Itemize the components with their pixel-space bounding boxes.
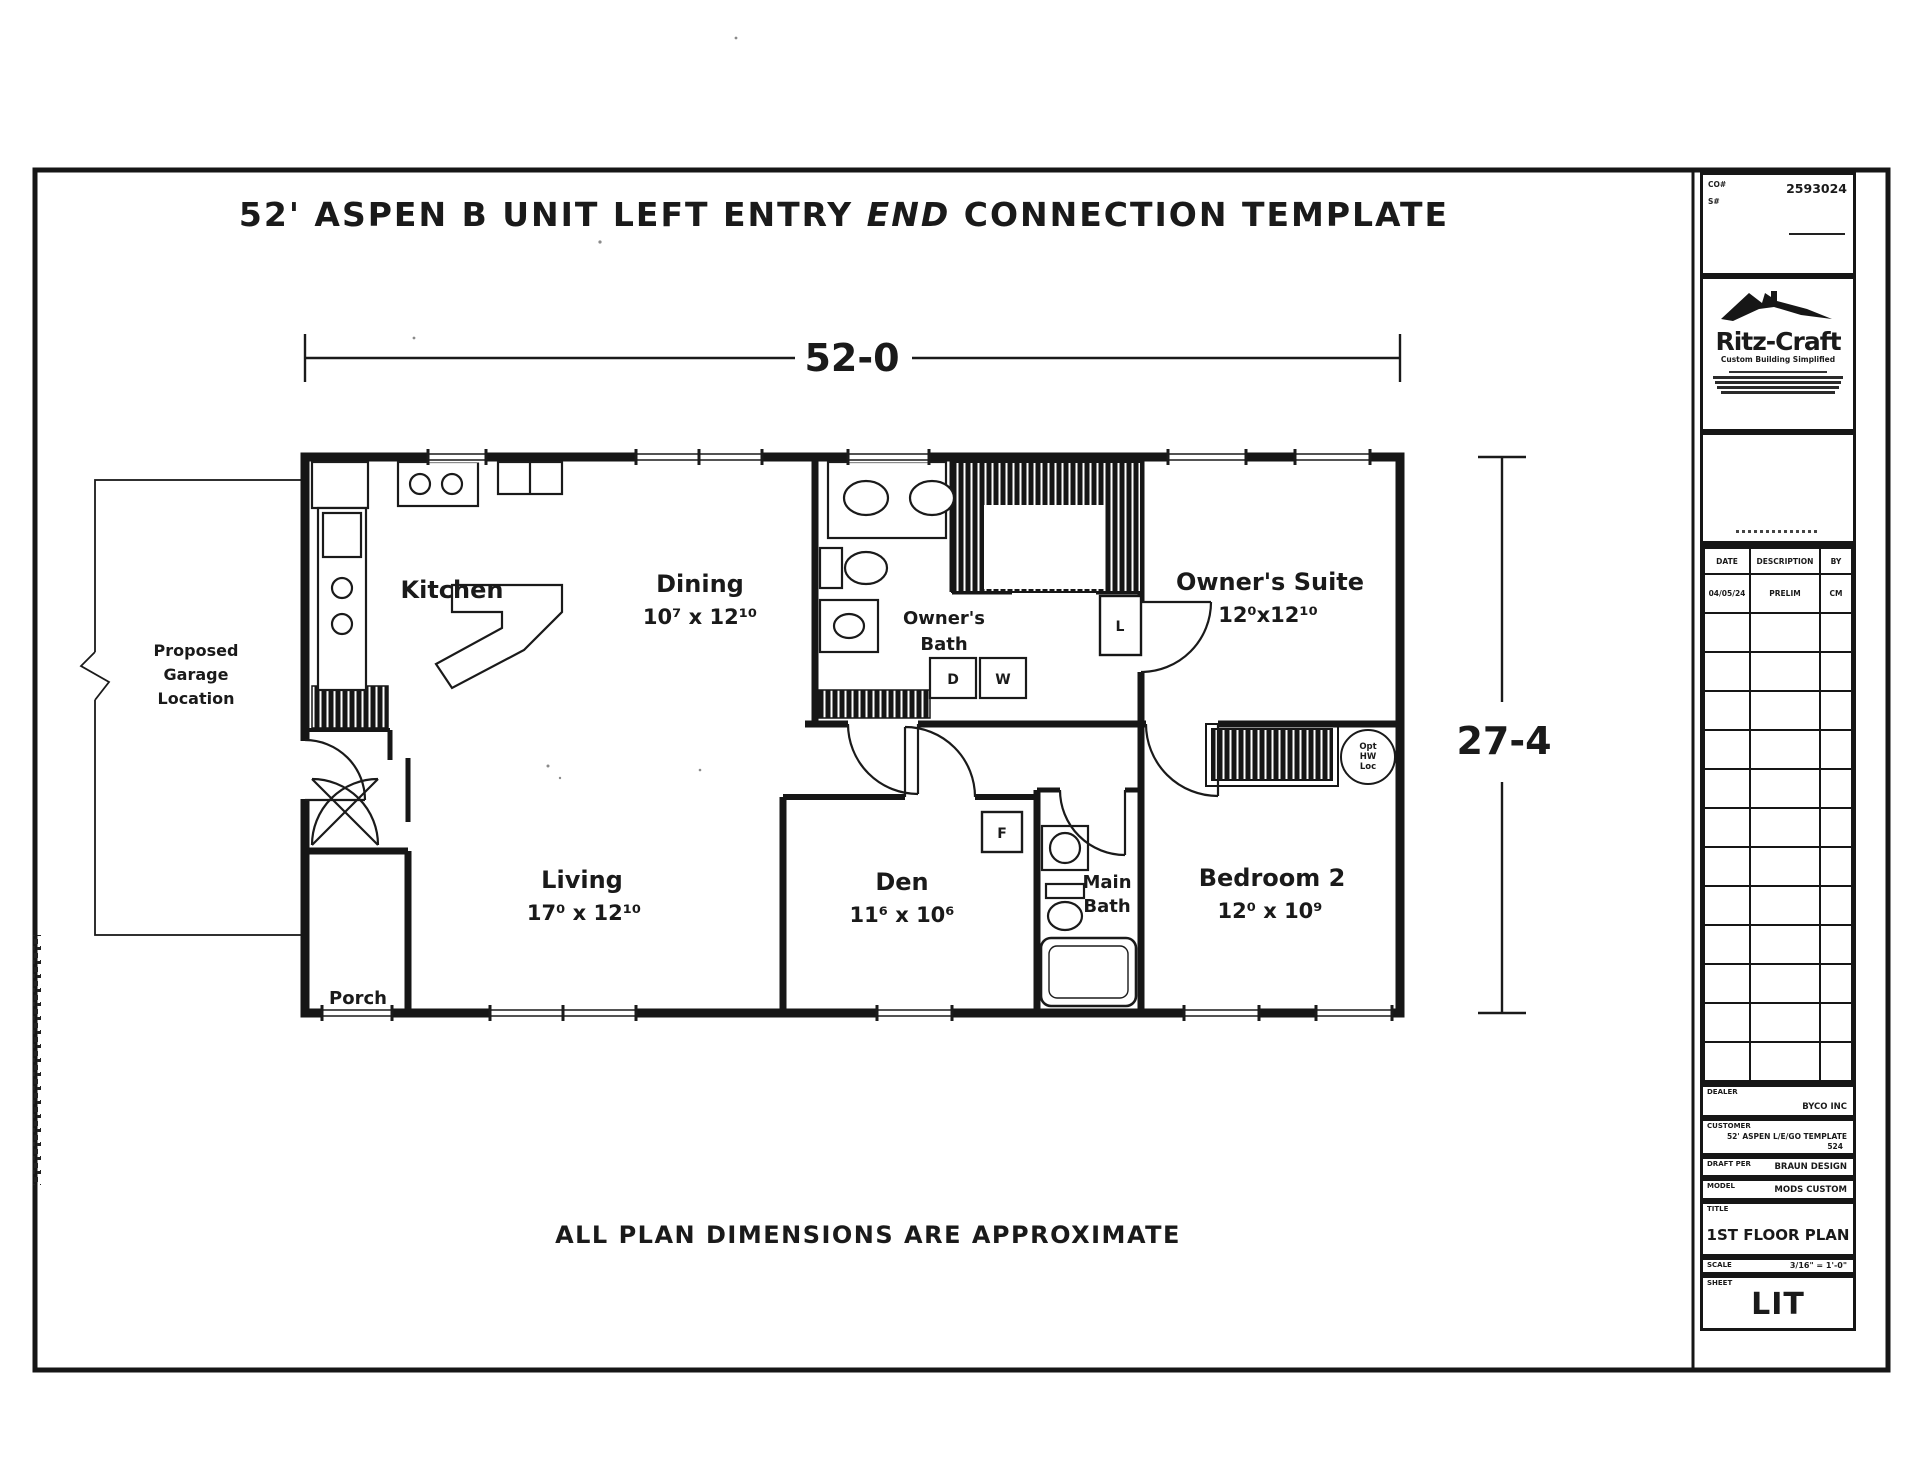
sheet-box — [1700, 1275, 1856, 1331]
walk-in-closet-hatch — [952, 462, 1141, 592]
rev-header-description: DESCRIPTION — [1750, 548, 1820, 574]
revision-row-empty — [1704, 1042, 1852, 1081]
revision-row-empty — [1704, 652, 1852, 691]
den-size: 11⁶ x 10⁶ — [849, 903, 955, 927]
signature-line — [1789, 233, 1845, 235]
garage-label — [154, 641, 239, 708]
fine-print — [1713, 376, 1843, 379]
svg-text:Proposed: Proposed — [153, 641, 239, 660]
washer-label: W — [995, 672, 1011, 688]
revision-rows — [1704, 574, 1852, 613]
ritz-craft-roof-icon — [1719, 285, 1837, 327]
fine-print — [1715, 381, 1841, 384]
furnace-label: F — [997, 826, 1007, 842]
scale-label: SCALE — [1707, 1261, 1732, 1269]
svg-text:Garage: Garage — [163, 665, 229, 684]
brand-name: Ritz-Craft — [1715, 327, 1841, 356]
revision-row-empty — [1704, 847, 1852, 886]
main-bath-label-2: Bath — [1083, 896, 1131, 917]
stove-burner — [410, 474, 430, 494]
sheet-border — [35, 170, 1888, 1370]
left-margin-noise — [33, 935, 41, 1185]
scale-box — [1700, 1257, 1856, 1275]
revision-row-empty — [1704, 613, 1852, 652]
svg-text:Loc: Loc — [1359, 762, 1377, 772]
s-label: S# — [1708, 197, 1720, 206]
web-address-line — [1729, 371, 1827, 373]
draft-per-value: BRAUN DESIGN — [1774, 1162, 1847, 1172]
customer-label: CUSTOMER — [1707, 1122, 1751, 1130]
door-swings — [305, 602, 1218, 855]
logo-box — [1700, 276, 1856, 432]
dealer-value: BYCO INC — [1802, 1102, 1847, 1112]
toilet-bowl — [1048, 902, 1082, 930]
porch-label: Porch — [329, 988, 387, 1009]
owners-bath-label-1: Owner's — [902, 608, 986, 629]
dining-label: Dining — [656, 570, 744, 598]
brand-tagline: Custom Building Simplified — [1720, 355, 1836, 364]
drawing-title: 52' ASPEN B UNIT LEFT ENTRY END CONNECTION TEMPLATE — [238, 195, 1450, 234]
model-value: MODS CUSTOM — [1774, 1185, 1847, 1195]
toilet-tank — [1046, 884, 1084, 898]
bedroom-closet-hatch — [1212, 729, 1332, 780]
drawing-title-box — [1700, 1201, 1856, 1257]
drawing-title-value: 1ST FLOOR PLAN — [1706, 1226, 1850, 1244]
job-number-box — [1700, 172, 1856, 276]
bedroom2-size: 12⁰ x 10⁹ — [1217, 899, 1323, 923]
revision-row-empty — [1704, 769, 1852, 808]
draft-per-box — [1700, 1156, 1856, 1178]
draft-per-label: DRAFT PER — [1707, 1160, 1751, 1168]
dealer-box — [1700, 1084, 1856, 1118]
owners-suite-label: Owner's Suite — [1175, 568, 1365, 596]
revision-empty-rows — [1704, 613, 1852, 1081]
entry-closet-hatch — [312, 686, 388, 728]
revision-table — [1703, 547, 1853, 1082]
den-label: Den — [875, 868, 929, 896]
vanity-sink — [910, 481, 954, 515]
main-bath-label-1: Main — [1082, 872, 1132, 893]
stove-burner — [442, 474, 462, 494]
fine-print — [1721, 391, 1835, 394]
owners-bath-label-2: Bath — [920, 634, 968, 655]
svg-text:Location: Location — [157, 689, 235, 708]
owners-suite-size: 12⁰x12¹⁰ — [1218, 603, 1318, 627]
svg-text:Opt: Opt — [1359, 742, 1377, 752]
rev-header-by: BY — [1820, 548, 1852, 574]
living-size: 17⁰ x 12¹⁰ — [526, 901, 642, 925]
job-number: 2593024 — [1786, 181, 1847, 196]
svg-text:HW: HW — [1359, 752, 1377, 762]
vanity-sink — [844, 481, 888, 515]
sheet-label: SHEET — [1707, 1279, 1733, 1287]
revision-row-empty — [1704, 886, 1852, 925]
oven — [323, 513, 361, 557]
revision-table-box — [1700, 544, 1856, 1084]
dining-size: 10⁷ x 12¹⁰ — [642, 605, 758, 629]
laundry-pair — [930, 658, 1026, 698]
stamp-box — [1700, 432, 1856, 544]
revision-row-empty — [1704, 730, 1852, 769]
linen-closet-label: L — [1115, 619, 1125, 635]
depth-dimension-label: 27-4 — [1456, 719, 1552, 763]
fine-print — [1717, 386, 1839, 389]
model-label: MODEL — [1707, 1182, 1735, 1190]
bedroom2-label: Bedroom 2 — [1198, 864, 1346, 892]
kitchen-label: Kitchen — [400, 576, 504, 604]
main-bath-sink — [1050, 833, 1080, 863]
revision-row-empty — [1704, 691, 1852, 730]
scale-value: 3/16" = 1'-0" — [1789, 1261, 1847, 1270]
width-dimension-label: 52-0 — [804, 336, 900, 380]
revision-row: 04/05/24 PRELIM CM — [1704, 574, 1852, 613]
dealer-label: DEALER — [1707, 1088, 1738, 1096]
revision-row-empty — [1704, 925, 1852, 964]
bath-vanity-hatch — [818, 690, 930, 718]
toilet-bowl — [845, 552, 887, 584]
title-label: TITLE — [1707, 1205, 1729, 1213]
revision-row-empty — [1704, 1003, 1852, 1042]
opt-hw-loc-label — [1359, 742, 1377, 772]
revision-row-empty — [1704, 964, 1852, 1003]
left-wall-door-gap — [298, 741, 312, 799]
revision-row-empty — [1704, 808, 1852, 847]
rev-header-date: DATE — [1704, 548, 1750, 574]
living-label: Living — [541, 866, 623, 894]
title-block — [1693, 170, 1888, 1370]
co-label: CO# — [1708, 180, 1727, 189]
micro-text — [1736, 530, 1820, 533]
model-box — [1700, 1178, 1856, 1201]
customer-value: 52' ASPEN L/E/GO TEMPLATE — [1726, 1132, 1847, 1141]
footer-note: ALL PLAN DIMENSIONS ARE APPROXIMATE — [555, 1221, 1181, 1249]
customer-box — [1700, 1118, 1856, 1156]
customer-value-2: 524 — [1827, 1142, 1843, 1151]
dryer-label: D — [947, 672, 959, 688]
toilet-tank — [820, 548, 842, 588]
sheet-number: LIT — [1751, 1287, 1805, 1322]
